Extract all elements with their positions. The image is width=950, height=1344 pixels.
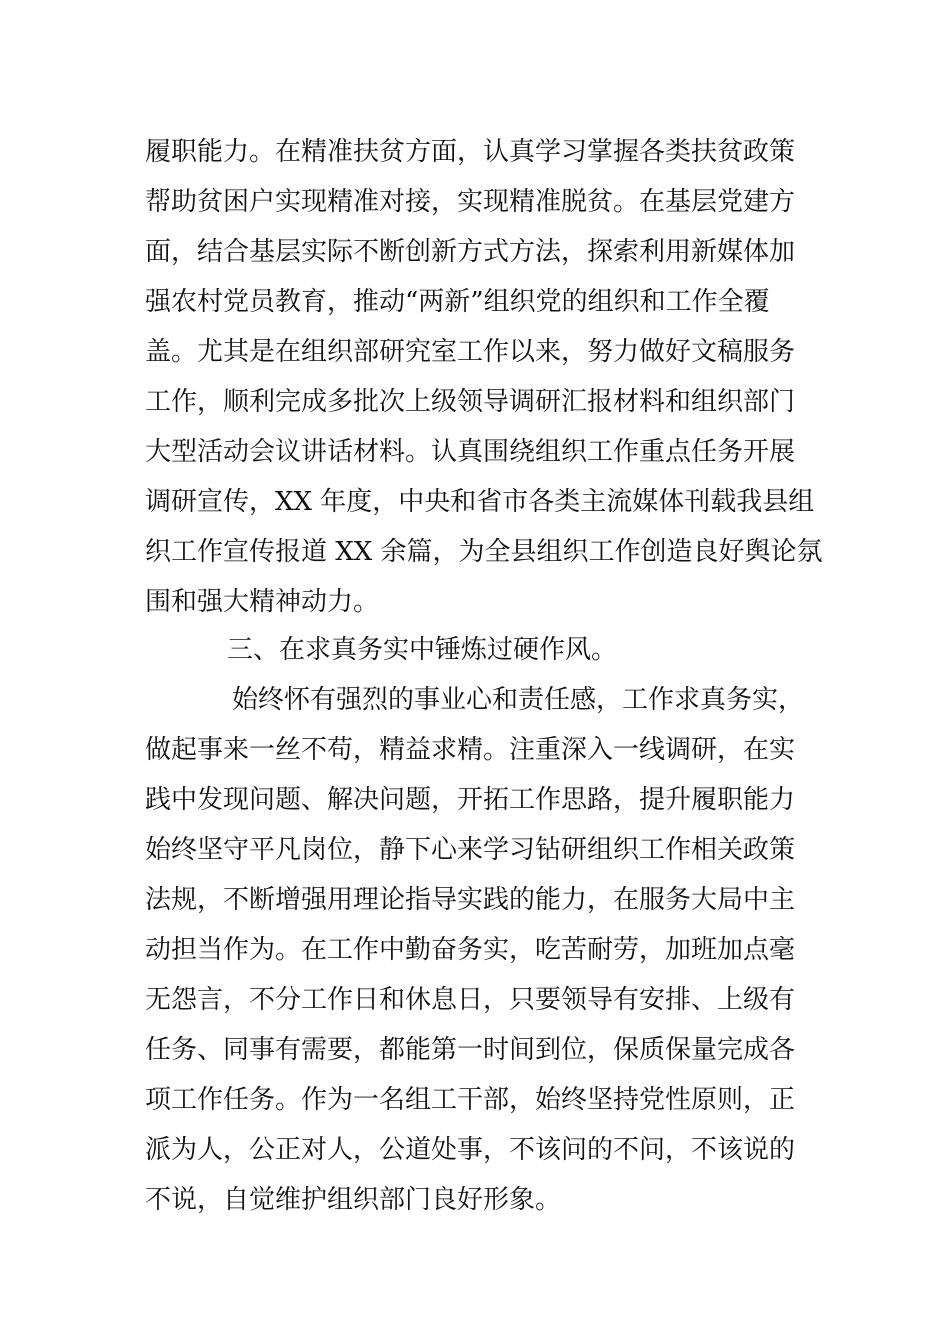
paragraph-1-line-3: 面，结合基层实际不断创新方式方法，探索利用新媒体加	[145, 237, 796, 267]
paragraph-2-line-9: 项工作任务。作为一名组工干部，始终坚持党性原则，正	[145, 1085, 796, 1115]
paragraph-1-line-1: 履职能力。在精准扶贫方面，认真学习掌握各类扶贫政策	[145, 137, 796, 167]
section-heading: 三、在求真务实中锤炼过硬作风。	[227, 635, 618, 665]
paragraph-1-line-9: 织工作宣传报道 XX 余篇，为全县组织工作创造良好舆论氛	[145, 537, 823, 567]
paragraph-2-line-8: 任务、同事有需要，都能第一时间到位，保质保量完成各	[145, 1035, 796, 1065]
paragraph-1-line-7: 大型活动会议讲话材料。认真围绕组织工作重点任务开展	[145, 437, 796, 467]
paragraph-2-line-3: 践中发现问题、解决问题，开拓工作思路，提升履职能力	[145, 785, 796, 815]
paragraph-1-line-8: 调研宣传，XX 年度，中央和省市各类主流媒体刊载我县组	[145, 487, 815, 517]
paragraph-2-line-4: 始终坚守平凡岗位，静下心来学习钻研组织工作相关政策	[145, 835, 796, 865]
paragraph-1-line-10: 围和强大精神动力。	[145, 587, 380, 617]
paragraph-2-line-5: 法规，不断增强用理论指导实践的能力，在服务大局中主	[145, 885, 796, 915]
paragraph-1-line-4: 强农村党员教育，推动“两新”组织党的组织和工作全覆	[145, 287, 770, 317]
paragraph-2-line-10: 派为人，公正对人，公道处事，不该问的不问，不该说的	[145, 1135, 796, 1165]
paragraph-1-line-5: 盖。尤其是在组织部研究室工作以来，努力做好文稿服务	[145, 337, 796, 367]
paragraph-2-line-1: 始终怀有强烈的事业心和责任感，工作求真务实，	[232, 685, 805, 715]
paragraph-1-line-2: 帮助贫困户实现精准对接，实现精准脱贫。在基层党建方	[145, 187, 796, 217]
paragraph-2-line-6: 动担当作为。在工作中勤奋务实，吃苦耐劳，加班加点毫	[145, 935, 796, 965]
paragraph-2-line-11: 不说，自觉维护组织部门良好形象。	[145, 1185, 562, 1215]
paragraph-1-line-6: 工作，顺利完成多批次上级领导调研汇报材料和组织部门	[145, 387, 796, 417]
paragraph-2-line-2: 做起事来一丝不苟，精益求精。注重深入一线调研，在实	[145, 735, 796, 765]
paragraph-2-line-7: 无怨言，不分工作日和休息日，只要领导有安排、上级有	[145, 985, 796, 1015]
